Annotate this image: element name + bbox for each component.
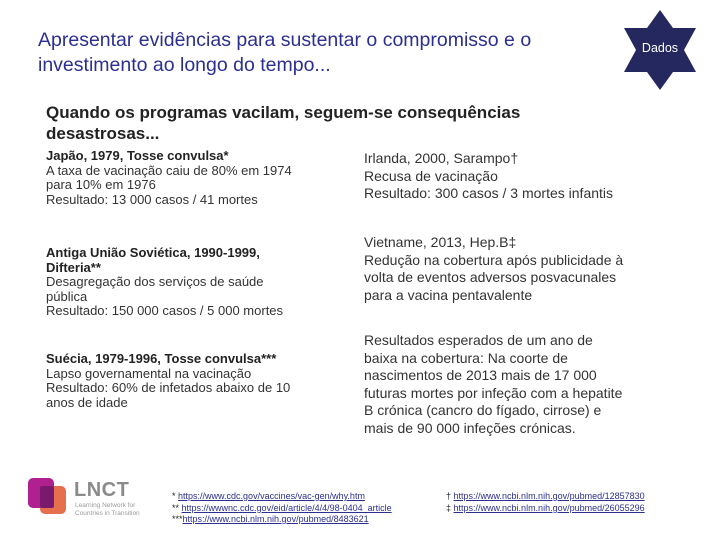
reference-marker: * bbox=[172, 491, 176, 501]
title-line-1: Apresentar evidências para sustentar o compromisso e o bbox=[38, 29, 532, 51]
subheading-line-1: Quando os programas vacilam, seguem-se consequências bbox=[46, 103, 521, 122]
case-line: anos de idade bbox=[46, 394, 128, 410]
references-right bbox=[446, 491, 706, 514]
slide-title bbox=[38, 28, 618, 78]
subheading bbox=[46, 102, 646, 144]
case-line: Lapso governamental na vacinação bbox=[46, 365, 252, 381]
subheading-line-2: desastrosas... bbox=[46, 124, 160, 143]
case-sweden bbox=[46, 352, 346, 410]
case-heading: Antiga União Soviética, 1990-1999, bbox=[46, 245, 260, 260]
case-line: volta de eventos adversos posvacunales bbox=[364, 269, 617, 285]
reference-item bbox=[446, 491, 706, 503]
case-line: pública bbox=[46, 288, 88, 304]
case-line: Redução na cobertura após publicidade à bbox=[364, 251, 624, 268]
case-soviet-union bbox=[46, 246, 346, 319]
reference-marker: ‡ bbox=[446, 502, 452, 513]
case-line: Recusa de vacinação bbox=[364, 167, 498, 184]
reference-item bbox=[446, 503, 706, 515]
case-heading: Japão, 1979, Tosse convulsa* bbox=[46, 148, 229, 163]
reference-link[interactable]: https://www.ncbi.nlm.nih.gov/pubmed/8483621 bbox=[182, 514, 369, 524]
result-line: nascimentos de 2013 mais de 17 000 bbox=[364, 367, 597, 383]
reference-item bbox=[172, 491, 432, 503]
reference-marker: † bbox=[446, 491, 452, 501]
case-japan bbox=[46, 149, 346, 207]
result-line: futuras mortes por infeção com a hepatite bbox=[364, 384, 623, 401]
result-line: mais de 90 000 infeções crónicas. bbox=[364, 419, 576, 436]
result-line: B crónica (cancro do fígado, cirrose) e bbox=[364, 402, 602, 418]
reference-link[interactable]: https://www.ncbi.nlm.nih.gov/pubmed/12857830 bbox=[453, 491, 645, 501]
case-line: A taxa de vacinação caiu de 80% em 1974 bbox=[46, 162, 292, 178]
lnct-logo-icon bbox=[26, 474, 70, 518]
case-vietnam bbox=[364, 234, 684, 304]
case-line: Resultado: 13 000 casos / 41 mortes bbox=[46, 191, 258, 207]
reference-link[interactable]: https://www.cdc.gov/vaccines/vac-gen/why.htm bbox=[178, 491, 365, 501]
case-heading: Irlanda, 2000, Sarampo† bbox=[364, 150, 519, 166]
reference-link[interactable]: https://wwwnc.cdc.gov/eid/article/4/4/98-0404_article bbox=[181, 502, 392, 513]
case-line: Resultado: 60% de infetados abaixo de 10 bbox=[46, 380, 291, 395]
logo-name: LNCT bbox=[74, 479, 130, 501]
reference-marker: *** bbox=[172, 514, 183, 524]
case-line: Resultado: 150 000 casos / 5 000 mortes bbox=[46, 303, 284, 318]
reference-link[interactable]: https://www.ncbi.nlm.nih.gov/pubmed/26055296 bbox=[453, 502, 645, 513]
result-line: Resultados esperados de um ano de bbox=[364, 332, 593, 348]
case-heading: Suécia, 1979-1996, Tosse convulsa*** bbox=[46, 351, 277, 366]
result-line: baixa na cobertura: Na coorte de bbox=[364, 349, 568, 366]
case-heading-cont: Difteria** bbox=[46, 259, 101, 275]
badge-label: Dados bbox=[641, 41, 679, 55]
references-left bbox=[172, 491, 432, 526]
title-line-2: investimento ao longo do tempo... bbox=[38, 54, 331, 76]
reference-item bbox=[172, 503, 432, 515]
expected-results bbox=[364, 332, 684, 437]
logo-tagline bbox=[75, 502, 175, 517]
case-line: para 10% em 1976 bbox=[46, 177, 156, 192]
reference-marker: ** bbox=[172, 502, 180, 513]
case-heading: Vietname, 2013, Hep.B‡ bbox=[364, 234, 517, 250]
case-line: Resultado: 300 casos / 3 mortes infantis bbox=[364, 185, 614, 201]
reference-item bbox=[172, 514, 432, 526]
case-line: Desagregação dos serviços de saúde bbox=[46, 274, 264, 289]
logo-tagline-line-2: Countries in Transition bbox=[75, 509, 140, 517]
case-ireland bbox=[364, 150, 684, 203]
case-line: para a vacina pentavalente bbox=[364, 286, 533, 303]
logo-tagline-line-1: Learning Network for bbox=[75, 502, 136, 509]
